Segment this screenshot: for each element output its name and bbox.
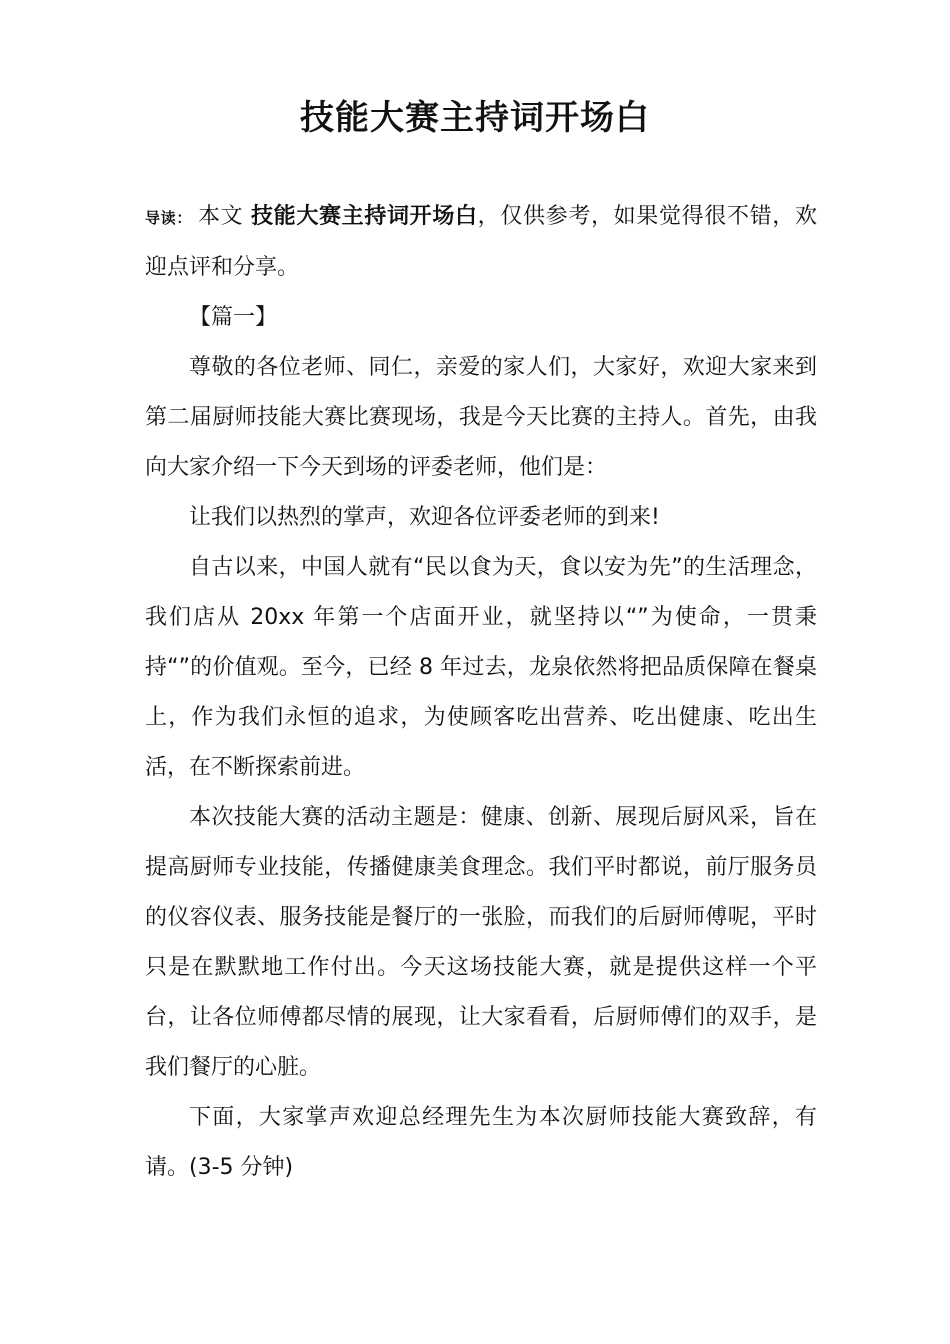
body-paragraph-1: 尊敬的各位老师、同仁，亲爱的家人们，大家好，欢迎大家来到第二届厨师技能大赛比赛现场，我是今天比赛的主持人。首先，由我向大家介绍一下今天到场的评委老师，他们是： — [145, 355, 817, 480]
intro-prefix: 本文 — [198, 204, 251, 229]
body-paragraph-3: 自古以来，中国人就有“民以食为天，食以安为先”的生活理念，我们店从 20xx 年第一个店面开业，就坚持以“”为使命，一贯秉持“”的价值观。至今，已经 8 年过去，龙泉依然将把品质保障在餐桌上，作为我们永恒的追求，为使顾客吃出营养、吃出健康、吃出生活，在不断探索前进。 — [145, 555, 817, 780]
body-paragraph-4: 本次技能大赛的活动主题是：健康、创新、展现后厨风采，旨在提高厨师专业技能，传播健康美食理念。我们平时都说，前厅服务员的仪容仪表、服务技能是餐厅的一张脸，而我们的后厨师傅呢，平时只是在默默地工作付出。今天这场技能大赛，就是提供这样一个平台，让各位师傅都尽情的展现，让大家看看，后厨师傅们的双手，是我们餐厅的心脏。 — [145, 805, 817, 1080]
intro-suffix: ，仅供参考，如果觉得很不错，欢迎点评和分享。 — [145, 204, 817, 280]
body-paragraph-2: 让我们以热烈的掌声，欢迎各位评委老师的到来! — [189, 505, 660, 530]
section-label: 【篇一】 — [189, 305, 278, 330]
intro-bold-title: 技能大赛主持词开场白 — [251, 204, 478, 229]
intro-paragraph — [145, 192, 817, 293]
intro-label: 导读： — [145, 209, 192, 227]
document-body — [145, 192, 817, 1193]
body-paragraph-5: 下面，大家掌声欢迎总经理先生为本次厨师技能大赛致辞，有请。(3-5 分钟) — [145, 1105, 817, 1180]
document-title: 技能大赛主持词开场白 — [300, 98, 650, 138]
